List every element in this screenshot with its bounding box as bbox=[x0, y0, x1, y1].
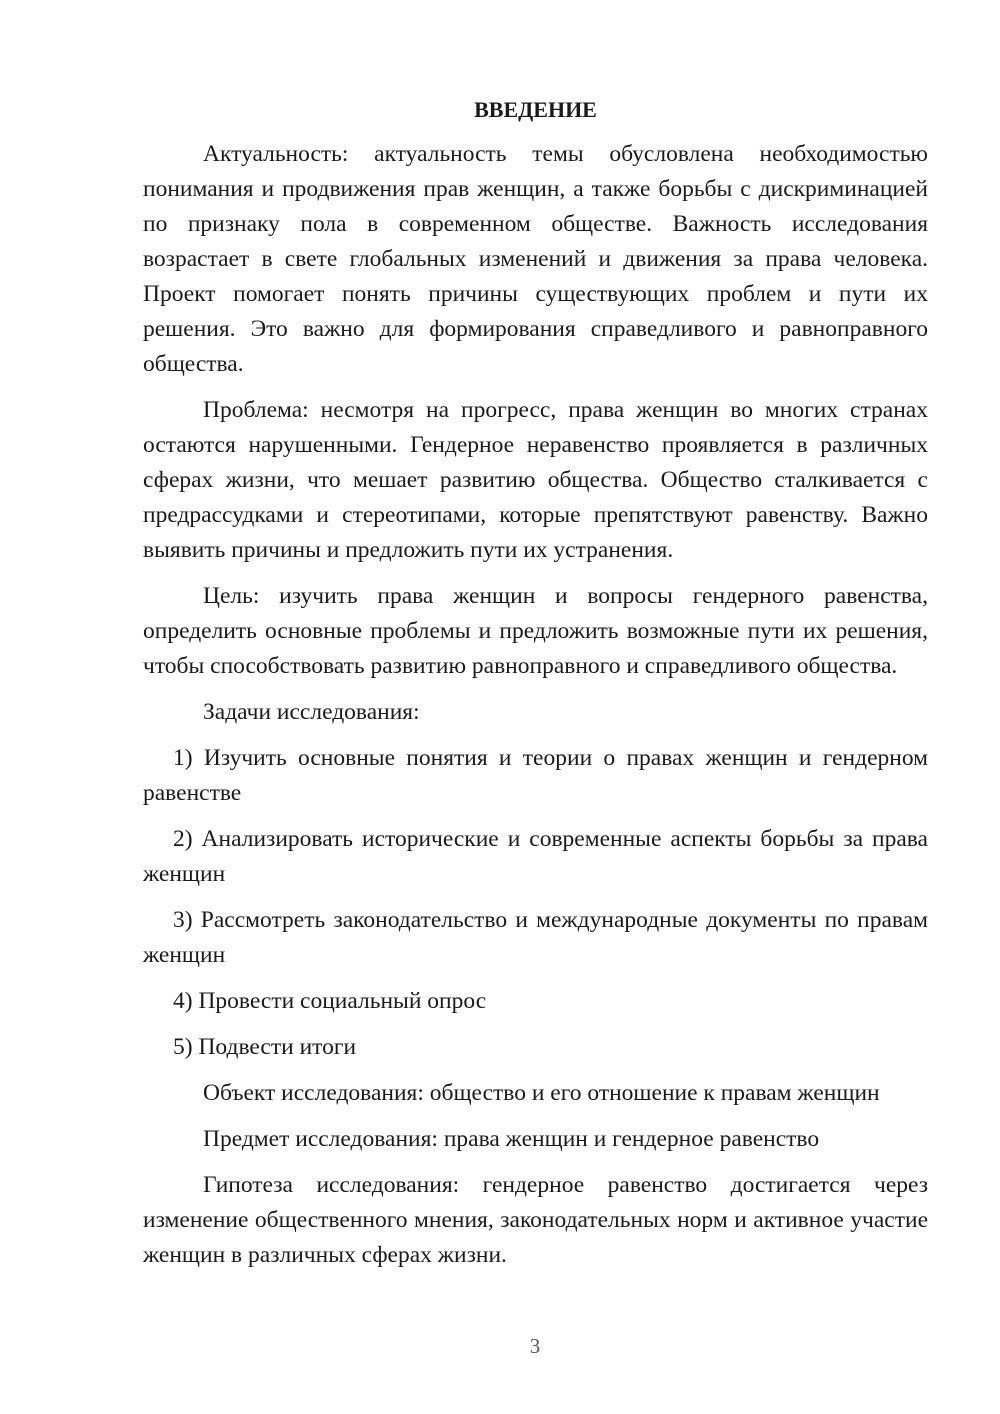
task-item-5: 5) Подвести итоги bbox=[173, 1034, 357, 1060]
goal-paragraph: Цель: изучить права женщин и вопросы гендерного равенства, определить основные проблемы и предложить возможные пути их решения, чтобы способствовать развитию равноправного и справедливого общества. bbox=[143, 583, 928, 679]
task-item-2: 2) Анализировать исторические и современные аспекты борьбы за права женщин bbox=[143, 826, 928, 887]
task-item-4: 4) Провести социальный опрос bbox=[173, 988, 487, 1014]
hypothesis-paragraph: Гипотеза исследования: гендерное равенство достигается через изменение общественного мнения, законодательных норм и активное участие женщин в различных сферах жизни. bbox=[143, 1172, 928, 1268]
page-content bbox=[143, 92, 928, 1284]
task-item-1: 1) Изучить основные понятия и теории о правах женщин и гендерном равенстве bbox=[143, 745, 928, 806]
subject-paragraph: Предмет исследования: права женщин и гендерное равенство bbox=[203, 1126, 820, 1152]
tasks-heading: Задачи исследования: bbox=[203, 699, 420, 725]
object-paragraph: Объект исследования: общество и его отношение к правам женщин bbox=[203, 1080, 880, 1106]
problem-paragraph: Проблема: несмотря на прогресс, права женщин во многих странах остаются нарушенными. Гендерное неравенство проявляется в различных сферах жизни, что мешает развитию общества. Общество сталкивается с предрассудками и стереотипами, которые препятствуют равенству. Важно выявить причины и предложить пути их устранения. bbox=[143, 397, 928, 563]
page-number: 3 bbox=[529, 1334, 541, 1358]
task-item-3: 3) Рассмотреть законодательство и международные документы по правам женщин bbox=[143, 907, 928, 968]
relevance-paragraph: Актуальность: актуальность темы обусловлена необходимостью понимания и продвижения прав женщин, а также борьбы с дискриминацией по признаку пола в современном обществе. Важность исследования возрастает в свете глобальных изменений и движения за права человека. Проект помогает понять причины существующих проблем и пути их решения. Это важно для формирования справедливого и равноправного общества. bbox=[143, 141, 928, 377]
page-title: ВВЕДЕНИЕ bbox=[474, 97, 597, 122]
